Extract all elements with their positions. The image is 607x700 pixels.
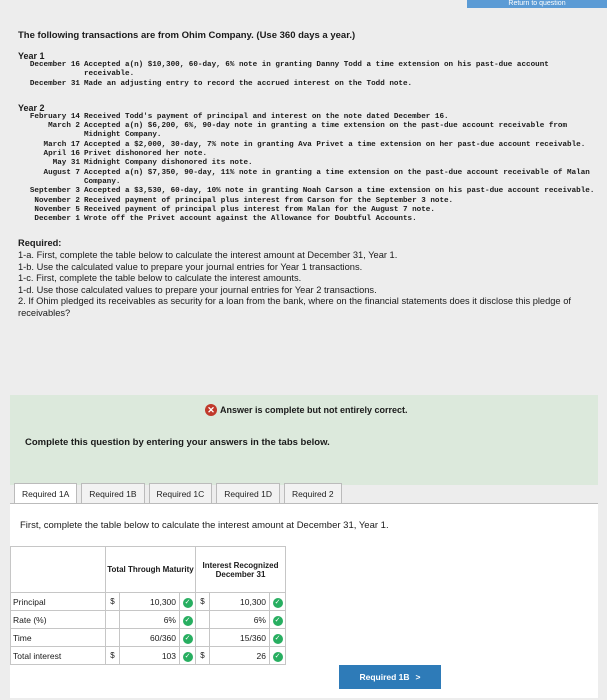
- row-label: Time: [11, 629, 106, 647]
- tab-required-1c[interactable]: Required 1C: [149, 483, 213, 504]
- table-row: [11, 647, 286, 665]
- tab-required-1d[interactable]: Required 1D: [216, 483, 280, 504]
- col-total-through-maturity: Total Through Maturity: [106, 547, 196, 593]
- transaction-date: November 5: [34, 205, 80, 214]
- transaction-text: Received payment of principal plus interest from Malan for the August 7 note.: [84, 205, 435, 214]
- interest-table: [10, 546, 286, 665]
- transaction-date: April 16: [43, 150, 80, 159]
- total-interest-value: 103: [120, 647, 180, 665]
- principal-recognized-input[interactable]: 10,300: [210, 593, 270, 611]
- transaction-text: Accepted a(n) $6,200, 6%, 90-day note in granting a time extension on the past-due account receivable from Midnight Company.: [84, 122, 568, 140]
- transaction-date: September 3: [29, 187, 80, 196]
- col-interest-recognized: Interest Recognized December 31: [196, 547, 286, 593]
- row-label: Total interest: [11, 647, 106, 665]
- currency-symbol: [196, 611, 210, 629]
- currency-symbol: $: [106, 647, 120, 665]
- year-1-label: Year 1: [18, 51, 45, 61]
- tab-bar: [14, 483, 346, 504]
- transaction-row: [18, 187, 598, 196]
- currency-symbol: [196, 629, 210, 647]
- answer-status: [205, 404, 408, 416]
- currency-symbol: [106, 629, 120, 647]
- principal-total-input[interactable]: 10,300: [120, 593, 180, 611]
- transaction-date: November 2: [34, 196, 80, 205]
- required-heading: Required:: [18, 238, 62, 249]
- transaction-date: March 17: [43, 140, 80, 149]
- transaction-row: [18, 159, 598, 168]
- year-2-label: Year 2: [18, 102, 45, 113]
- required-section: [18, 238, 598, 319]
- transaction-date: August 7: [43, 168, 80, 177]
- correct-check-icon: ✓: [273, 634, 283, 644]
- question-body: [18, 30, 598, 320]
- transaction-text: Accepted a $2,000, 30-day, 7% note in granting Ava Privet a time extension on her past-due account receivable.: [84, 140, 586, 149]
- correct-check-icon: ✓: [183, 616, 193, 626]
- time-recognized-input[interactable]: 15/360: [210, 629, 270, 647]
- transaction-text: Midnight Company dishonored its note.: [84, 159, 253, 168]
- year-1-transactions: [18, 61, 598, 89]
- next-required-1b-button[interactable]: [339, 665, 441, 689]
- incorrect-icon: ✕: [205, 404, 217, 416]
- required-item: 2. If Ohim pledged its receivables as security for a loan from the bank, where on the financial statements does it disclose this pledge of receivables?: [18, 296, 571, 319]
- transaction-row: [18, 141, 598, 150]
- transaction-row: [18, 80, 598, 89]
- status-text: Answer is complete but not entirely correct.: [220, 405, 408, 415]
- rate-total-input[interactable]: 6%: [120, 611, 180, 629]
- year-2-transactions: [18, 113, 598, 225]
- return-to-question-link[interactable]: Return to question: [467, 0, 607, 8]
- transaction-date: December 1: [34, 215, 80, 224]
- next-button-label: Required 1B: [359, 672, 410, 682]
- correct-check-icon: ✓: [273, 616, 283, 626]
- currency-symbol: $: [196, 593, 210, 611]
- transaction-row: [18, 122, 598, 141]
- panel-title: First, complete the table below to calculate the interest amount at December 31, Year 1.: [20, 520, 389, 531]
- row-label: Rate (%): [11, 611, 106, 629]
- table-row: [11, 611, 286, 629]
- transaction-text: Privet dishonored her note.: [84, 150, 208, 159]
- tab-required-1a[interactable]: Required 1A: [14, 483, 77, 504]
- currency-symbol: [106, 611, 120, 629]
- transaction-row: [18, 206, 598, 215]
- required-item: 1-c. First, complete the table below to calculate the interest amounts.: [18, 273, 302, 284]
- tab-required-2[interactable]: Required 2: [284, 483, 342, 504]
- time-total-input[interactable]: 60/360: [120, 629, 180, 647]
- correct-check-icon: ✓: [183, 598, 193, 608]
- transaction-row: [18, 215, 598, 224]
- transaction-row: [18, 61, 598, 80]
- correct-check-icon: ✓: [273, 652, 283, 662]
- transaction-date: December 31: [29, 79, 80, 88]
- table-row: [11, 629, 286, 647]
- transaction-text: Received Todd's payment of principal and interest on the note dated December 16.: [84, 112, 449, 121]
- row-label: Principal: [11, 593, 106, 611]
- correct-check-icon: ✓: [183, 634, 193, 644]
- required-item: 1-d. Use those calculated values to prepare your journal entries for Year 2 transactions.: [18, 284, 377, 295]
- instruction-text: Complete this question by entering your answers in the tabs below.: [25, 437, 330, 448]
- correct-check-icon: ✓: [273, 598, 283, 608]
- rate-recognized-input[interactable]: 6%: [210, 611, 270, 629]
- transaction-date: December 16: [29, 61, 80, 69]
- recognized-interest-value: 26: [210, 647, 270, 665]
- transaction-text: Accepted a(n) $7,350, 90-day, 11% note in granting a time extension on the past-due account receivable of Malan Company.: [84, 168, 590, 186]
- transaction-date: March 2: [48, 122, 80, 131]
- transaction-text: Made an adjusting entry to record the accrued interest on the Todd note.: [84, 79, 413, 88]
- table-header-row: [11, 547, 286, 593]
- required-item: 1-b. Use the calculated value to prepare your journal entries for Year 1 transactions.: [18, 261, 363, 272]
- transaction-text: Accepted a $3,530, 60-day, 10% note in granting Noah Carson a time extension on his past-due account receivable.: [84, 187, 595, 196]
- transaction-date: May 31: [52, 159, 80, 168]
- transaction-row: [18, 169, 598, 188]
- tab-required-1b[interactable]: Required 1B: [81, 483, 144, 504]
- transaction-row: [18, 197, 598, 206]
- transaction-text: Wrote off the Privet account against the Allowance for Doubtful Accounts.: [84, 215, 417, 224]
- transaction-date: February 14: [29, 112, 80, 121]
- transaction-row: [18, 150, 598, 159]
- transaction-text: Accepted a(n) $10,300, 60-day, 6% note in granting Danny Todd a time extension on his past-due account receivable.: [84, 61, 549, 79]
- transaction-text: Received payment of principal plus interest from Carson for the September 3 note.: [84, 196, 454, 205]
- currency-symbol: $: [106, 593, 120, 611]
- intro-text: The following transactions are from Ohim Company. (Use 360 days a year.): [18, 30, 356, 41]
- correct-check-icon: ✓: [183, 652, 193, 662]
- table-row: [11, 593, 286, 611]
- chevron-right-icon: >: [415, 672, 421, 682]
- currency-symbol: $: [196, 647, 210, 665]
- transaction-row: [18, 113, 598, 122]
- required-item: 1-a. First, complete the table below to calculate the interest amount at December 31, Year 1.: [18, 250, 398, 261]
